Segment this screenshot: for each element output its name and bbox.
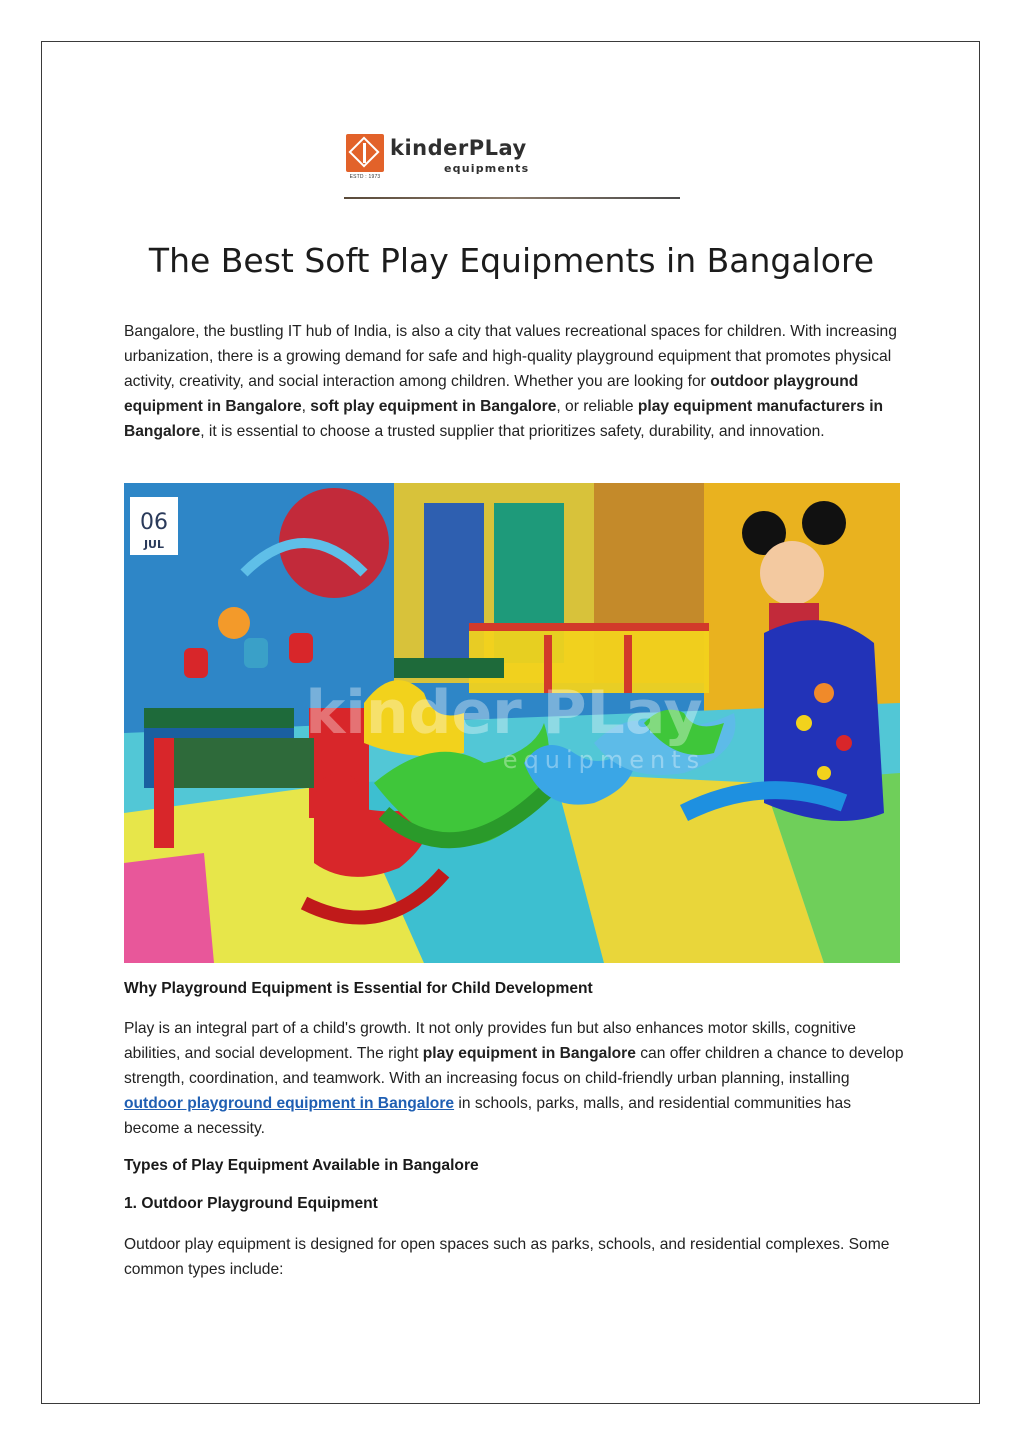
- playroom-photo: [124, 483, 900, 963]
- outdoor-equipment-link[interactable]: outdoor playground equipment in Bangalore: [124, 1095, 455, 1112]
- logo: [346, 132, 546, 182]
- section2-heading: Types of Play Equipment Available in Bangalore: [124, 1157, 479, 1174]
- logo-sub: equipments: [444, 162, 530, 175]
- intro-paragraph: Bangalore, the bustling IT hub of India, is also a city that values recreational spaces for children. With increasing urbanization, there is a growing demand for safe and high-quality playground equipment that promotes physical activity, creativity, and social interaction among children. Whether you are looking for outdoor playground equipment in Bangalore, soft play equipment in Bangalore, or reliable play equipment manufacturers in Bangalore, it is essential to choose a trusted supplier that prioritizes safety, durability, and innovation.: [124, 323, 897, 440]
- logo-divider: [344, 197, 680, 199]
- section2-paragraph: Outdoor play equipment is designed for open spaces such as parks, schools, and residential complexes. Some common types include:: [124, 1236, 890, 1278]
- watermark-sub: equipments: [502, 746, 706, 774]
- section1-heading: Why Playground Equipment is Essential for Child Development: [124, 980, 593, 997]
- section1-paragraph: Play is an integral part of a child's growth. It not only provides fun but also enhances motor skills, cognitive abilities, and social development. The right play equipment in Bangalore can offer children a chance to develop strength, coordination, and teamwork. With an increasing focus on child-friendly urban planning, installing outdoor playground equipment in Bangalore in schools, parks, malls, and residential communities has become a necessity.: [124, 1020, 904, 1137]
- logo-name: kinderPLay: [390, 136, 527, 160]
- playroom-illustration: [124, 483, 900, 963]
- watermark-name: kinder PLay: [305, 678, 703, 748]
- logo-mark-icon: [346, 134, 384, 172]
- page-title: The Best Soft Play Equipments in Bangalore: [148, 241, 875, 281]
- logo-estd: ESTD : 1973: [349, 174, 381, 180]
- section2-subheading: 1. Outdoor Playground Equipment: [124, 1195, 378, 1212]
- date-month: JUL: [143, 538, 165, 551]
- date-day: 06: [140, 510, 168, 535]
